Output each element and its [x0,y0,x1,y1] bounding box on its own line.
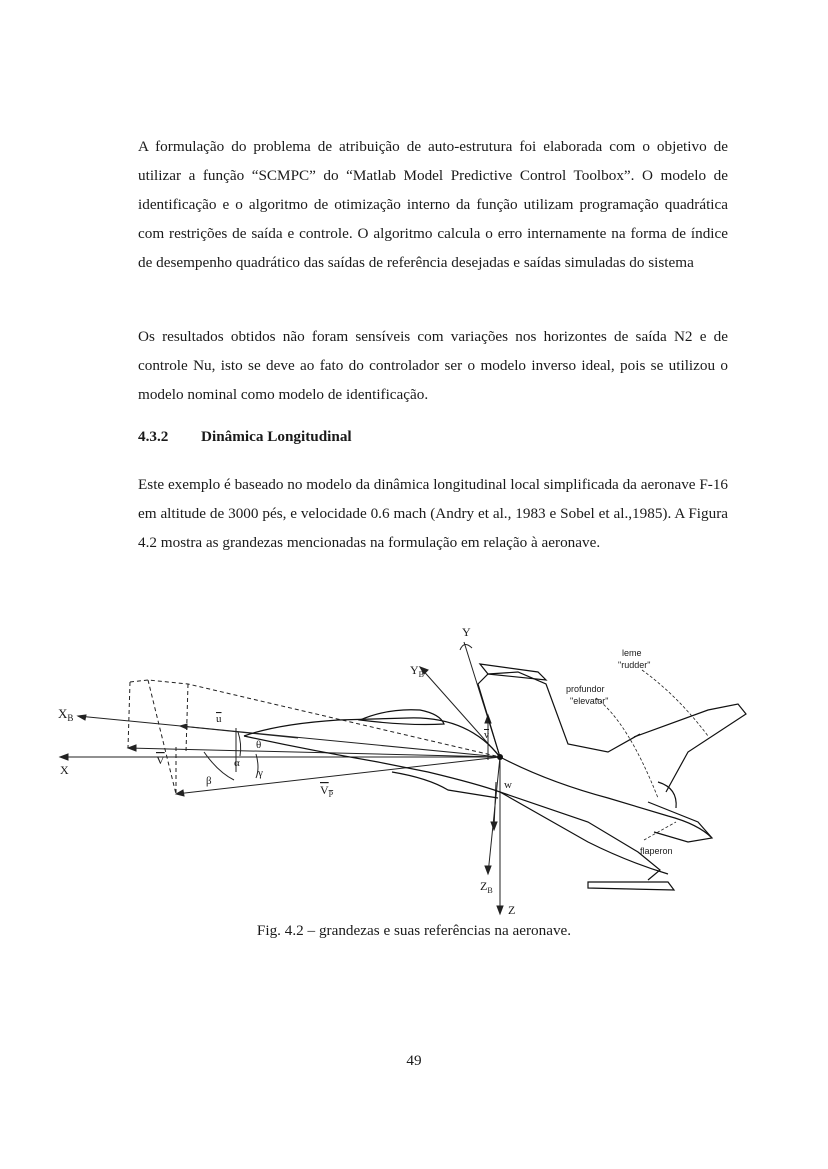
section-title: Dinâmica Longitudinal [201,428,352,445]
xb-axis-arrow [78,715,86,720]
v-arrow [128,745,136,751]
vp-vector [176,757,500,794]
label-profundor: profundor [566,684,605,694]
label-theta: θ [256,739,262,751]
label-beta: β [206,775,212,787]
label-xb: $X_B$ [58,706,74,723]
zb-axis-line [488,757,500,874]
label-zb: $Z_B$ [480,879,493,895]
wing-upper [478,672,640,757]
paragraph-3: Este exemplo é baseado no modelo da dinâmica longitudinal local simplificada da aeronave F-16 em altitude de 3000 pés, e velocidade 0.6 mach (Andry et al., 1983 e Sobel et al.,1985). A Figura 4.2 mostra as grandezas mencionadas na formulação em relação à aeronave. [138,476,729,551]
projection-left [128,682,130,748]
projection-mid [186,684,188,752]
label-z: Z [508,903,516,917]
theta-arc [238,732,241,756]
aircraft-outline [244,664,746,890]
aircraft-figure [48,612,784,920]
aircraft-diagram [48,612,784,920]
label-u: u [216,713,222,725]
vertical-stabilizer [634,704,746,792]
w-vector [494,782,496,828]
label-x: X [60,763,69,777]
z-axis-arrow [497,906,503,914]
rudder-callout [642,670,708,736]
label-v-bar: V [156,753,165,767]
figure-caption: Fig. 4.2 – grandezas e suas referências na aeronave. [256,922,572,939]
wingtip-missile-bottom [588,882,674,890]
label-vp: $V_P$ [320,783,334,799]
label-elevator: "elevator" [570,696,609,706]
page-number: 49 [406,1052,422,1069]
zb-axis-arrow [485,866,491,874]
section-number: 4.3.2 [138,428,169,445]
v-vector [128,748,500,757]
projection-top [130,680,500,757]
section-heading [138,428,352,446]
xb-axis-line [78,716,500,757]
label-gamma: γ [258,767,263,779]
label-w: w [504,779,512,791]
vp-arrow [176,790,184,796]
nozzle [658,782,676,808]
label-yb: $Y_B$ [410,663,425,679]
paragraph-2: Os resultados obtidos não foram sensíveis com variações nos horizontes de saída N2 e de controle Nu, isto se deve ao fato do controlador ser o modelo inverso ideal, pois se utilizou o modelo nominal como modelo de identificação. [138,328,728,403]
w-arrow [491,822,497,830]
x-axis-arrow [60,754,68,760]
label-flaperon: flaperon [640,846,673,856]
horizontal-tail [648,802,712,842]
projection-diag [148,680,176,794]
origin-point [497,754,503,760]
paragraph-1: A formulação do problema de atribuição de auto-estrutura foi elaborada com o objetivo de utilizar a função “SCMPC” do “Matlab Model Predictive Control Toolbox”. O modelo de identificação e o algoritmo de otimização interno da função utilizam programação quadrática com restrições de saída e controle. O algoritmo calcula o erro internamente na forma de índice de desempenho quadrático das saídas de referência desejadas e saídas simuladas do sistema [138,138,728,271]
label-rudder: "rudder" [618,660,651,670]
label-leme: leme [622,648,642,658]
elevator-callout [596,698,658,798]
label-alpha: α [234,757,240,769]
label-v-vertical: v [484,730,489,741]
canopy [360,710,444,725]
label-y: Y [462,625,471,639]
u-arrow [180,724,187,729]
